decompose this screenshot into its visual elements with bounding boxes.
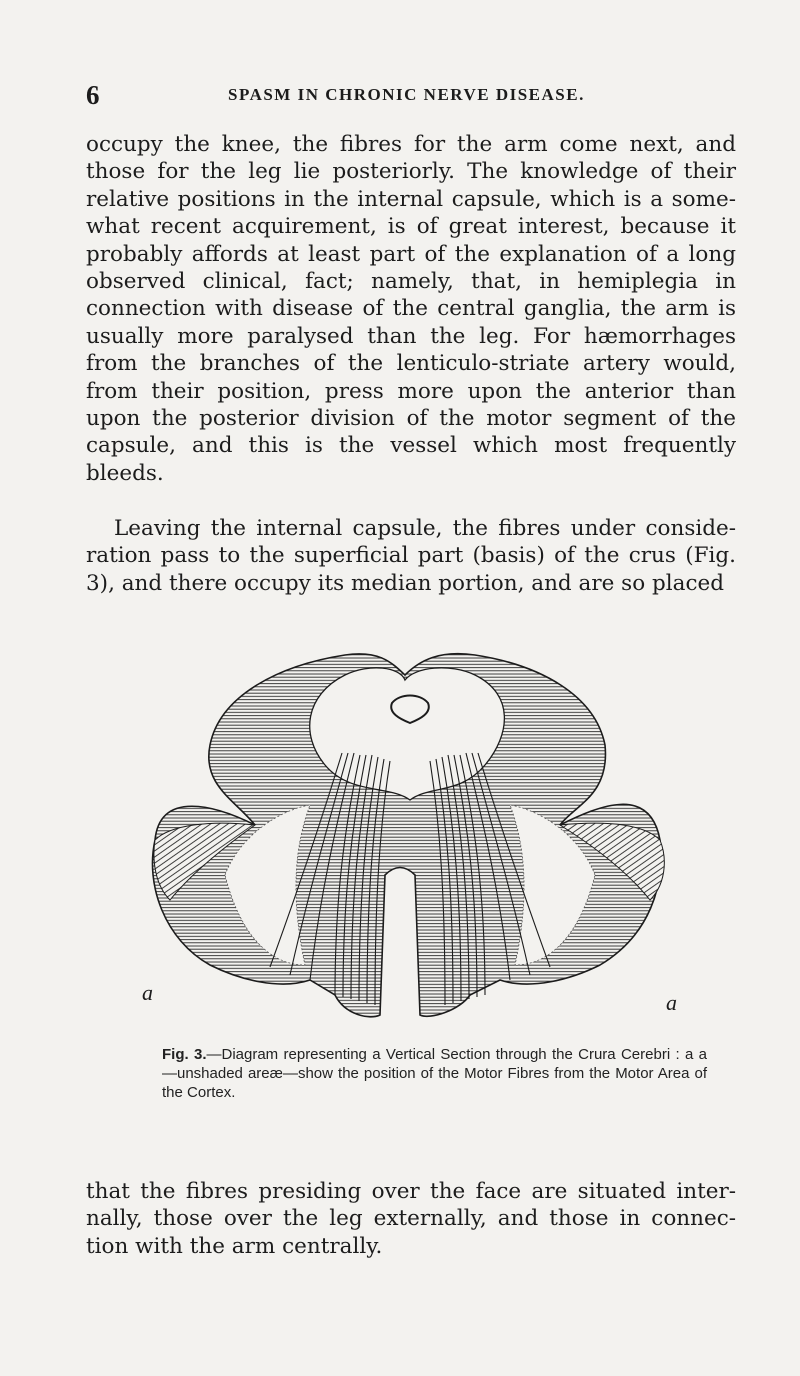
paragraph-3: that the fibres presiding over the face are situated inter-nally, those over the leg externally, and those in connec-tion with the arm centrally. bbox=[86, 1179, 736, 1259]
caption-text: —Diagram representing a Vertical Section through the Crura Cerebri : a a—unshaded areæ—show the position of the Motor Fibres from the Motor Area of the Cortex. bbox=[162, 1046, 707, 1101]
page-number: 6 bbox=[86, 80, 100, 110]
crura-section-illustration bbox=[130, 635, 690, 1045]
crura-cerebri-diagram bbox=[130, 635, 690, 1045]
paragraph-1: occupy the knee, the fibres for the arm come next, and those for the leg lie posteriorly. The knowledge of their relative positions in the internal capsule, which is a some-what recent acquirement, is of great interest, because it probably affords at least part of the explanation of a long observed clinical, fact; namely, that, in hemiplegia in connection with disease of the central ganglia, the arm is usually more paralysed than the leg. For hæmorrhages from the branches of the lenticulo-striate artery would, from their position, press more upon the anterior than upon the posterior division of the motor segment of the capsule, and this is the vessel which most frequently bleeds. bbox=[86, 132, 736, 486]
figure-caption bbox=[162, 1045, 707, 1102]
label-a-right: a bbox=[666, 990, 677, 1015]
running-title: SPASM IN CHRONIC NERVE DISEASE. bbox=[228, 85, 585, 104]
page-header bbox=[86, 80, 726, 110]
paragraph-2: Leaving the internal capsule, the fibres under conside-ration pass to the superficial part (basis) of the crus (Fig. 3), and there occupy its median portion, and are so placed bbox=[86, 516, 736, 596]
caption-figure-number: Fig. 3. bbox=[162, 1046, 207, 1063]
label-a-left: a bbox=[142, 980, 153, 1005]
